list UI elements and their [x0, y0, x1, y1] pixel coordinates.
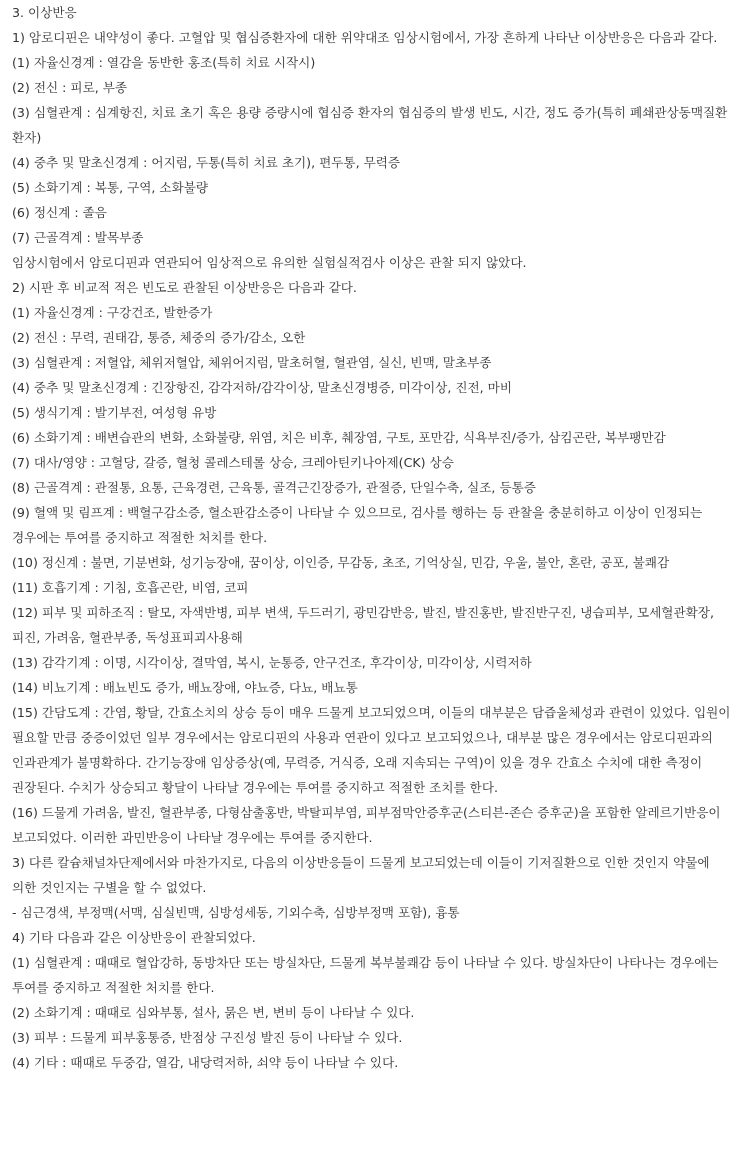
paragraph: (4) 기타 : 때때로 두중감, 열감, 내당력저하, 쇠약 등이 나타날 수 있다.	[12, 1055, 399, 1070]
paragraph: (7) 대사/영양 : 고혈당, 갈증, 혈청 콜레스테롤 상승, 크레아틴키나아제(CK) 상승	[12, 455, 454, 470]
paragraph: (1) 자율신경계 : 구강건조, 발한증가	[12, 305, 213, 320]
paragraph: (9) 혈액 및 림프계 : 백혈구감소증, 혈소판감소증이 나타날 수 있으므로, 검사를 행하는 등 관찰을 충분히하고 이상이 인정되는 경우에는 투여를 중지하고 적절한 처치를 한다.	[12, 505, 703, 545]
paragraph: (13) 감각기계 : 이명, 시각이상, 결막염, 복시, 눈통증, 안구건조, 후각이상, 미각이상, 시력저하	[12, 655, 532, 670]
paragraph: (11) 호흡기계 : 기침, 호흡곤란, 비염, 코피	[12, 580, 249, 595]
paragraph: (14) 비뇨기계 : 배뇨빈도 증가, 배뇨장애, 야뇨증, 다뇨, 배뇨통	[12, 680, 358, 695]
paragraph: (8) 근골격계 : 관절통, 요통, 근육경련, 근육통, 골격근긴장증가, 관절증, 단일수축, 실조, 등통증	[12, 480, 536, 495]
paragraph: (3) 심혈관계 : 심계항진, 치료 초기 혹은 용량 증량시에 협심증 환자의 협심증의 발생 빈도, 시간, 정도 증가(특히 폐쇄관상동맥질환 환자)	[12, 105, 728, 145]
paragraph-list	[12, 25, 732, 1075]
paragraph: (7) 근골격계 : 발목부종	[12, 230, 144, 245]
section-title: 3. 이상반응	[12, 5, 77, 20]
paragraph: (2) 소화기계 : 때때로 심와부통, 설사, 묽은 변, 변비 등이 나타날 수 있다.	[12, 1005, 415, 1020]
paragraph: 임상시험에서 암로디핀과 연관되어 임상적으로 유의한 실험실적검사 이상은 관찰 되지 않았다.	[12, 255, 527, 270]
paragraph: 2) 시판 후 비교적 적은 빈도로 관찰된 이상반응은 다음과 같다.	[12, 280, 357, 295]
paragraph: (16) 드물게 가려움, 발진, 혈관부종, 다형삼출홍반, 박탈피부염, 피부점막안증후군(스티븐-존슨 증후군)을 포함한 알레르기반응이 보고되었다. 이러한 과민반응이 나타날 경우에는 투여를 중지한다.	[12, 805, 721, 845]
paragraph: - 심근경색, 부정맥(서맥, 심실빈맥, 심방성세동, 기외수축, 심방부정맥 포함), 흉통	[12, 905, 460, 920]
paragraph: (3) 심혈관계 : 저혈압, 체위저혈압, 체위어지럼, 말초허혈, 혈관염, 실신, 빈맥, 말초부종	[12, 355, 492, 370]
paragraph: (5) 생식기계 : 발기부전, 여성형 유방	[12, 405, 217, 420]
paragraph: (1) 심혈관계 : 때때로 혈압강하, 동방차단 또는 방실차단, 드물게 복부불쾌감 등이 나타날 수 있다. 방실차단이 나타나는 경우에는 투여를 중지하고 적절한 처치를 한다.	[12, 955, 719, 995]
paragraph: (1) 자율신경계 : 열감을 동반한 홍조(특히 치료 시작시)	[12, 55, 316, 70]
paragraph: (2) 전신 : 피로, 부종	[12, 80, 128, 95]
paragraph: (15) 간담도계 : 간염, 황달, 간효소치의 상승 등이 매우 드물게 보고되었으며, 이들의 대부분은 담즙울체성과 관련이 있었다. 입원이 필요할 만큼 중증이었던 일부 경우에서는 암로디핀의 사용과 연관이 있다고 보고되었으나, 대부분 많은 경우에서는 암로디핀과의 인과관계가 불명확하다. 간기능장애 임상증상(예, 무력증, 거식증, 오래 지속되는 구역)이 있을 경우 간효소 수치에 대한 측정이 권장된다. 수치가 상승되고 황달이 나타날 경우에는 투여를 중지하고 적절한 조치를 한다.	[12, 705, 731, 795]
paragraph: (4) 중추 및 말초신경계 : 긴장항진, 감각저하/감각이상, 말초신경병증, 미각이상, 진전, 마비	[12, 380, 513, 395]
paragraph: (12) 피부 및 피하조직 : 탈모, 자색반병, 피부 변색, 두드러기, 광민감반응, 발진, 발진홍반, 발진반구진, 냉습피부, 모세혈관확장, 피진, 가려움, 혈관부종, 독성표피괴사용해	[12, 605, 714, 645]
paragraph: 3) 다른 칼슘채널차단제에서와 마찬가지로, 다음의 이상반응들이 드물게 보고되었는데 이들이 기저질환으로 인한 것인지 약물에 의한 것인지는 구별을 할 수 없었다.	[12, 855, 710, 895]
paragraph: (6) 소화기계 : 배변습관의 변화, 소화불량, 위염, 치은 비후, 췌장염, 구토, 포만감, 식욕부진/증가, 삼킴곤란, 복부팽만감	[12, 430, 666, 445]
paragraph: (10) 정신계 : 불면, 기분변화, 성기능장애, 꿈이상, 이인증, 무감동, 초조, 기억상실, 민감, 우울, 불안, 혼란, 공포, 불쾌감	[12, 555, 670, 570]
paragraph: (5) 소화기계 : 복통, 구역, 소화불량	[12, 180, 209, 195]
paragraph: (3) 피부 : 드물게 피부홍통증, 반점상 구진성 발진 등이 나타날 수 있다.	[12, 1030, 403, 1045]
paragraph: 4) 기타 다음과 같은 이상반응이 관찰되었다.	[12, 930, 256, 945]
paragraph: (2) 전신 : 무력, 권태감, 통증, 체중의 증가/감소, 오한	[12, 330, 306, 345]
paragraph: (6) 정신계 : 졸음	[12, 205, 107, 220]
paragraph: (4) 중추 및 말초신경계 : 어지럼, 두통(특히 치료 초기), 편두통, 무력증	[12, 155, 401, 170]
paragraph: 1) 암로디핀은 내약성이 좋다. 고혈압 및 협심증환자에 대한 위약대조 임상시험에서, 가장 흔하게 나타난 이상반응은 다음과 같다.	[12, 30, 718, 45]
